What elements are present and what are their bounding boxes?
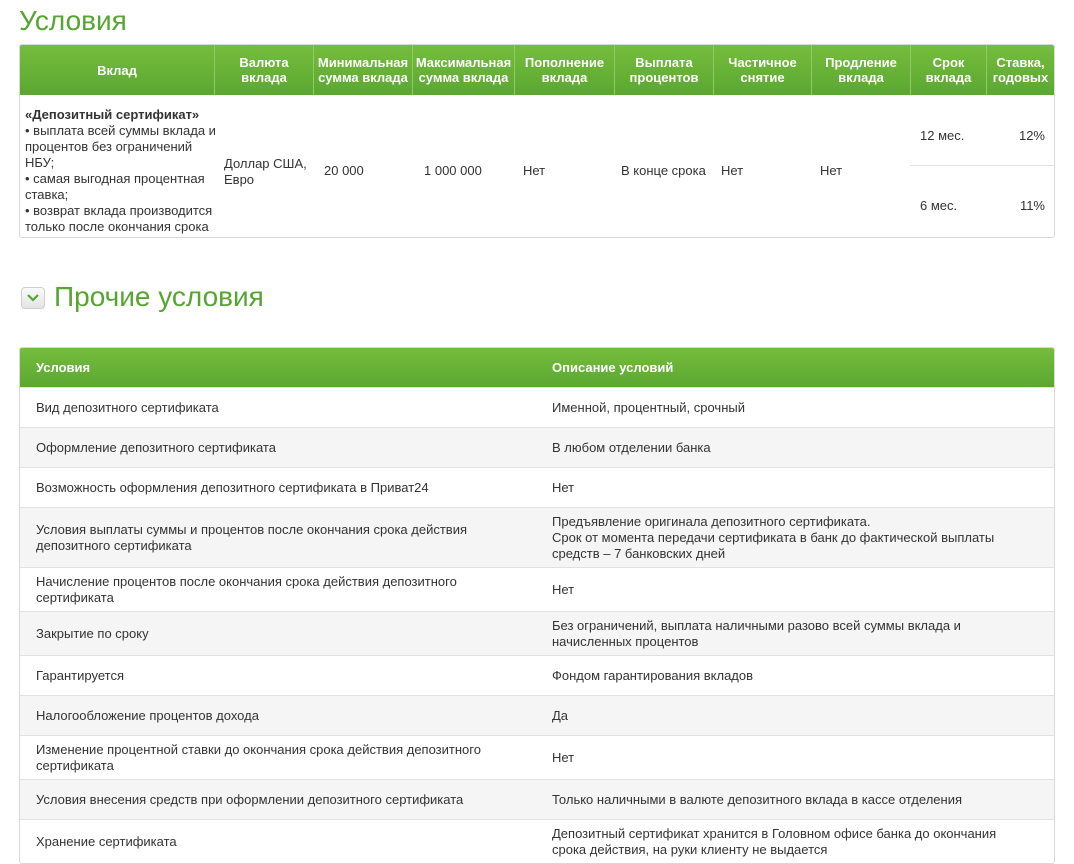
deposit-name: «Депозитный сертификат» [25,107,200,122]
header-interest-payment: Выплата процентов [615,45,714,95]
condition-description: Фондом гарантирования вкладов [552,667,754,683]
other-conditions-header [20,348,1054,387]
table-row [20,387,1054,427]
term-divider [910,165,1054,166]
deposit-table-header [20,45,1054,95]
other-conditions-rows [20,387,1054,863]
header-rate: Ставка, годовых [992,55,1049,85]
condition-description: Да [552,707,569,723]
table-row [20,427,1054,467]
condition-name: Оформление депозитного сертификата [36,439,276,455]
condition-description: Предъявление оригинала депозитного сертификата. Срок от момента передачи сертификата в банк до фактической выплаты средств – 7 банковских дней [552,513,995,561]
table-row [20,735,1054,779]
deposit-currency: Доллар США, Евро [224,156,307,187]
feature-item: • возврат вклада производится только после окончания срока [25,203,213,234]
condition-name: Возможность оформления депозитного сертификата в Приват24 [36,479,429,495]
deposit-min-sum: 20 000 [324,163,364,178]
header-replenishment: Пополнение вклада [515,45,615,95]
condition-description: Депозитный сертификат хранится в Головном офисе банка до окончания срока действия, на руки клиенту не выдается [552,825,997,857]
term-6: 6 мес. [920,198,958,213]
section-title-conditions: Условия [19,5,127,36]
condition-name: Хранение сертификата [36,833,177,849]
condition-description: В любом отделении банка [552,439,711,455]
deposit-partial-withdrawal: Нет [721,163,744,178]
deposit-table-row [20,95,1054,237]
header-max-sum: Максимальная сумма вклада [413,45,515,95]
condition-description: Нет [552,581,575,597]
header-description: Описание условий [552,360,674,375]
feature-item: • самая выгодная процентная ставка; [25,171,205,202]
header-conditions: Условия [36,360,91,375]
deposit-interest-payment: В конце срока [621,163,706,178]
table-row [20,779,1054,819]
deposit-extension: Нет [820,163,843,178]
condition-name: Условия выплаты суммы и процентов после окончания срока действия депозитного сертификата [36,521,467,553]
condition-description: Нет [552,749,575,765]
deposit-description [25,107,220,235]
header-currency: Валюта вклада [215,45,314,95]
table-row [20,507,1054,567]
condition-name: Закрытие по сроку [36,625,149,641]
table-row [20,819,1054,863]
header-min-sum: Минимальная сумма вклада [314,45,413,95]
table-row [20,467,1054,507]
other-conditions-table [19,347,1055,864]
table-row [20,567,1054,611]
chevron-down-icon[interactable] [21,287,45,309]
condition-description: Именной, процентный, срочный [552,399,745,415]
feature-item: • выплата всей суммы вклада и процентов без ограничений НБУ; [25,123,216,170]
table-row [20,611,1054,655]
table-row [20,695,1054,735]
rate-6: 11% [1019,198,1045,213]
condition-description: Нет [552,479,575,495]
condition-name: Гарантируется [36,667,124,683]
section-title-other-conditions[interactable]: Прочие условия [54,281,264,312]
condition-description: Только наличными в валюте депозитного вклада в кассе отделения [552,791,962,807]
condition-name: Изменение процентной ставки до окончания срока действия депозитного сертификата [36,741,481,773]
term-12: 12 мес. [920,128,965,143]
condition-name: Условия внесения средств при оформлении депозитного сертификата [36,791,464,807]
condition-name: Начисление процентов после окончания срока действия депозитного сертификата [36,573,457,605]
condition-name: Налогообложение процентов дохода [36,707,259,723]
rate-12: 12% [1018,128,1045,143]
deposit-table [19,44,1055,238]
deposit-replenishment: Нет [523,163,546,178]
header-partial-withdrawal: Частичное снятие [714,45,812,95]
condition-description: Без ограничений, выплата наличными разово всей суммы вклада и начисленных процентов [552,617,961,649]
header-deposit: Вклад [20,45,215,95]
deposit-max-sum: 1 000 000 [424,163,482,178]
condition-name: Вид депозитного сертификата [36,399,219,415]
header-extension: Продление вклада [812,45,911,95]
table-row [20,655,1054,695]
header-term: Срок вклада [911,45,987,95]
